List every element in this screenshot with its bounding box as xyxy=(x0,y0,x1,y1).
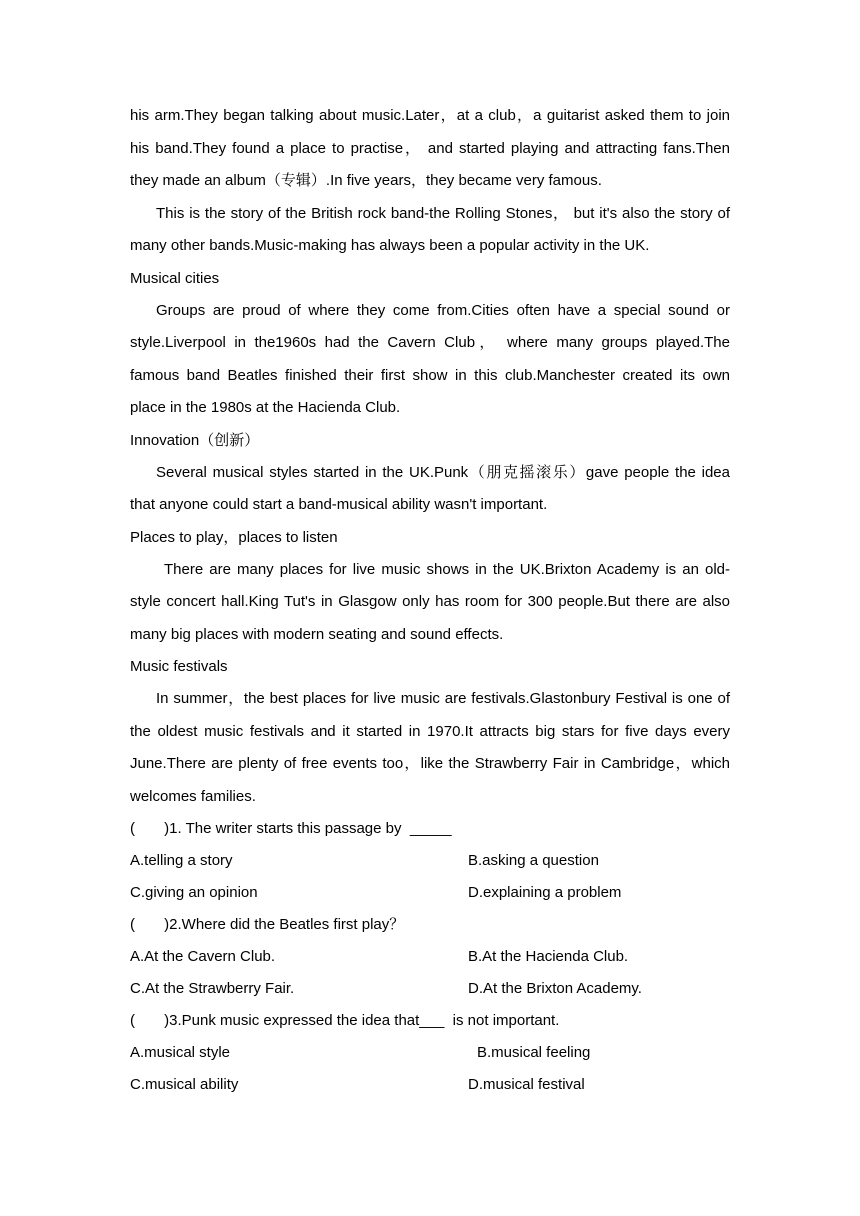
paragraph-festivals: In summer，the best places for live music are festivals.Glastonbury Festival is one of the oldest music festivals and it started in 1970.It attracts big stars for five days every June.There are plenty of free events too，like the Strawberry Fair in Cambridge，which welcomes families. xyxy=(130,690,730,805)
question-2-option-d: D.At the Brixton Academy. xyxy=(468,980,642,997)
question-2-option-c: C.At the Strawberry Fair. xyxy=(130,980,295,997)
question-2-options-row-1 xyxy=(130,941,730,973)
paragraph-innovation: Several musical styles started in the UK.Punk（朋克摇滚乐）gave people the idea that anyone could start a band-musical ability wasn't important. xyxy=(130,463,730,513)
question-2-option-a: A.At the Cavern Club. xyxy=(130,948,276,965)
question-3-option-a: A.musical style xyxy=(130,1044,231,1061)
question-3-option-d: D.musical festival xyxy=(468,1076,585,1093)
question-3-options-row-1 xyxy=(130,1037,730,1069)
heading-festivals: Music festivals xyxy=(130,658,228,675)
question-1-option-a: A.telling a story xyxy=(130,852,233,869)
question-3-stem: ( )3.Punk music expressed the idea that___ is not important. xyxy=(130,1012,560,1029)
heading-innovation: Innovation（创新） xyxy=(130,431,260,449)
question-3-option-c: C.musical ability xyxy=(130,1076,239,1093)
question-3-options-row-2 xyxy=(130,1069,730,1101)
passage-intro: his arm.They began talking about music.Later，at a club，a guitarist asked them to join his band.They found a place to practise， and started playing and attracting fans.Then they made an album（专辑）.In five years，they became very famous. xyxy=(130,107,730,189)
heading-musical-cities: Musical cities xyxy=(130,269,220,287)
question-2-stem: ( )2.Where did the Beatles first play？ xyxy=(130,916,405,933)
question-2-options-row-2 xyxy=(130,973,730,1005)
question-3-option-b: B.musical feeling xyxy=(477,1044,591,1061)
heading-places: Places to play，places to listen xyxy=(130,528,338,546)
paragraph-musical-cities: Groups are proud of where they come from.Cities often have a special sound or style.Liverpool in the1960s had the Cavern Club， where many groups played.The famous band Beatles finished their first show in this club.Manchester created its own place in the 1980s at the Hacienda Club. xyxy=(130,301,730,416)
question-1-stem: ( )1. The writer starts this passage by _____ xyxy=(130,820,452,837)
question-2-option-b: B.At the Hacienda Club. xyxy=(468,948,629,965)
question-1-option-c: C.giving an opinion xyxy=(130,884,258,901)
question-1-option-b: B.asking a question xyxy=(468,852,599,869)
question-1-options-row-2 xyxy=(130,877,730,909)
paragraph-rolling-stones: This is the story of the British rock band-the Rolling Stones， but it's also the story of many other bands.Music-making has always been a popular activity in the UK. xyxy=(130,204,730,254)
paragraph-places: There are many places for live music shows in the UK.Brixton Academy is an old-style concert hall.King Tut's in Glasgow only has room for 300 people.But there are also many big places with modern seating and sound effects. xyxy=(130,560,730,643)
document-page xyxy=(130,100,730,1101)
question-1-options-row-1 xyxy=(130,845,730,877)
question-1-option-d: D.explaining a problem xyxy=(468,884,622,901)
